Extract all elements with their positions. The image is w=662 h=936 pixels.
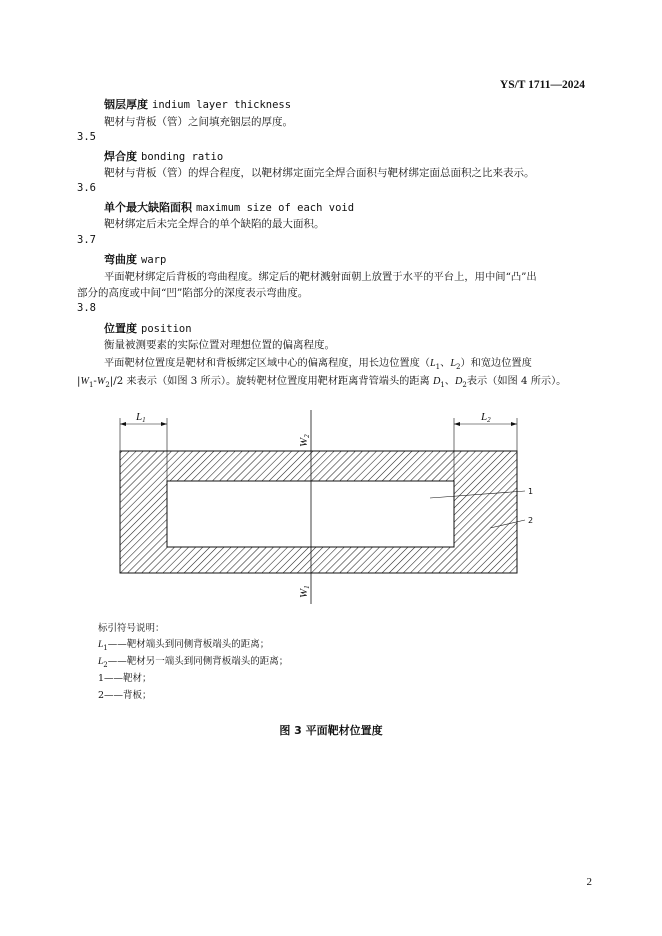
symbol-l2: L (98, 657, 104, 667)
text-run: 平面靶材位置度是靶材和背板绑定区域中心的偏离程度，用长边位置度（ (104, 358, 430, 369)
l1-arrow-left (120, 422, 126, 426)
label-w1: W1 (298, 585, 311, 598)
subscript: 1 (103, 643, 108, 652)
legend-item-2: 2——背板； (98, 690, 152, 701)
legend-l1 (98, 636, 269, 652)
text-run: 、 (444, 376, 455, 387)
l1-arrow-right (161, 422, 167, 426)
symbol-l2: L (450, 358, 456, 369)
legend-item-1: 1——靶材； (98, 673, 152, 684)
symbol-l1: L (98, 640, 104, 650)
text-run: | (77, 376, 81, 387)
term-zh: 弯曲度 (104, 253, 137, 266)
legend-title: 标引符号说明： (98, 623, 165, 634)
symbol-w2: W (96, 376, 106, 387)
symbol-d2: D (454, 376, 463, 387)
subscript: 1 (440, 381, 445, 390)
term-en: maximum size of each void (196, 202, 355, 214)
symbol-w1: W (80, 376, 89, 387)
definition-max-void-size: 靶材绑定后未完全焊合的单个缺陷的最大面积。 (104, 218, 325, 230)
text-run: 表示（如图 4 所示）。 (466, 376, 567, 387)
document-id: YS/T 1711—2024 (499, 79, 585, 91)
legend-text: ——靶材端头到同侧背板端头的距离； (107, 639, 270, 650)
definition-bonding-ratio: 靶材与背板（管）的焊合程度，以靶材绑定面完全焊合面积与靶材绑定面总面积之比来表示。 (104, 167, 535, 179)
term-zh: 铟层厚度 (104, 98, 148, 111)
label-l2: L2 (481, 411, 491, 424)
text-run: ）和宽边位置度 (460, 358, 532, 369)
term-en: warp (141, 254, 167, 266)
text-run: - (93, 376, 97, 387)
term-en: position (141, 323, 192, 335)
definition-indium-layer-thickness: 靶材与背板（管）之间填充铟层的厚度。 (104, 116, 293, 128)
symbol-l1: L (430, 358, 436, 369)
term-zh: 单个最大缺陷面积 (104, 201, 192, 214)
definition-position-line1: 衡量被测要素的实际位置对理想位置的偏离程度。 (104, 339, 335, 351)
page-number: 2 (586, 876, 592, 888)
subscript: 1 (88, 381, 94, 390)
term-en: indium layer thickness (152, 99, 292, 111)
l2-arrow-left (454, 422, 460, 426)
label-w2: W2 (298, 434, 311, 447)
legend-text: ——靶材另一端头到同侧背板端头的距离； (107, 656, 289, 667)
label-l1: L1 (136, 411, 146, 424)
legend-l2 (98, 653, 288, 669)
subscript: 2 (103, 660, 108, 669)
callout-2: 2 (528, 516, 534, 525)
l2-arrow-right (511, 422, 517, 426)
section-number-3-6: 3.6 (77, 182, 96, 194)
callout-1: 1 (528, 487, 534, 496)
definition-warp-line2: 部分的高度或中间“凹”陷部分的深度表示弯曲度。 (77, 287, 309, 299)
text-run: 来表示（如图 3 所示）。旋转靶材位置度用靶材距离背管端头的距离 (123, 376, 433, 387)
subscript: 2 (105, 381, 110, 390)
subscript: 1 (435, 363, 441, 372)
term-zh: 位置度 (104, 322, 137, 335)
term-en: bonding ratio (141, 151, 224, 163)
symbol-d1: D (432, 376, 441, 387)
definition-warp-line1: 平面靶材绑定后背板的弯曲程度。绑定后的靶材溅射面朝上放置于水平的平台上，用中间“凸”出 (104, 271, 537, 283)
term-zh: 焊合度 (104, 150, 137, 163)
text-run: |/2 (109, 376, 124, 387)
text-run: 、 (440, 358, 451, 369)
subscript: 2 (462, 381, 467, 390)
target-material (167, 481, 454, 547)
section-number-3-5: 3.5 (77, 131, 96, 143)
figure-caption: 图 3 平面靶材位置度 (279, 724, 383, 737)
section-number-3-7: 3.7 (77, 234, 96, 246)
section-number-3-8: 3.8 (77, 302, 96, 314)
subscript: 2 (456, 363, 461, 372)
